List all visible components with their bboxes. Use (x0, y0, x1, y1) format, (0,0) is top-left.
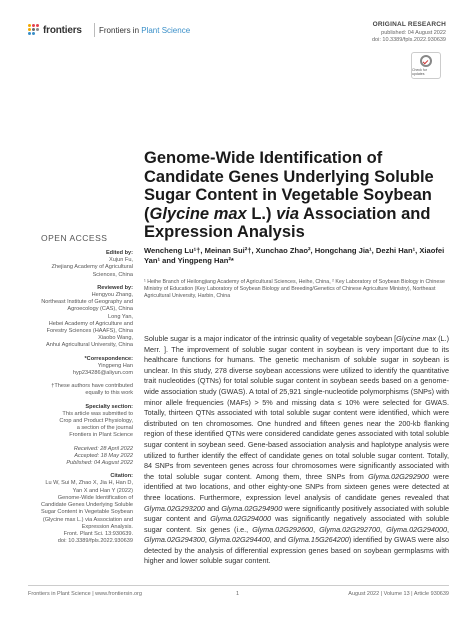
title-species: Glycine max (149, 204, 247, 223)
received-date: Received: 28 April 2022 (73, 445, 133, 452)
sidebar-line: Crop and Product Physiology, (59, 418, 133, 425)
sidebar-line: Hebei Academy of Agriculture and (48, 320, 133, 327)
abstract: Soluble sugar is a major indicator of the intrinsic quality of vegetable soybean [Glycine max (L.) Merr. ]. The improvement of soluble sugar content in soybean is very important due to its healthcare functions for humans. The genetic mechanism of soluble sugar in soybean is unclear. In this study, 278 diverse soybean accessions were utilized to identify the quantitative trait nucleotides (QTNs) for total soluble sugar content in soybean seeds based on a genome-wide association study (GWAS). A total of 25,921 single-nucleotide polymorphisms (SNPs) with minor allele frequencies (MAFs) > 5% and missing data ≤ 10% were selected for GWAS. Totally, thirteen QTNs associated with total soluble sugar content were identified, which were distributed on ten chromosomes. One hundred and fifteen genes near the 200-kb flanking region of these identified QTNs were considered candidate genes associated with total soluble sugar content in soybean seed. Gene-based association analysis and haplotype analysis were utilized to further identify the effect of candidate genes on total soluble sugar content. Totally, 84 SNPs from seventeen genes across four chromosomes were significantly associated with the total soluble sugar content. Among them, three SNPs from Glyma.02G292900 were identified at two locations, and other eighty-one SNPs from sixteen genes were detected at three locations. Furthermore, expression level analysis of candidate genes revealed that Glyma.02G293200 and Glyma.02G294900 were significantly positively associated with soluble sugar content and Glyma.02G294000 was significantly negatively associated with soluble sugar content. Six genes (i.e., Glyma.02G292600, Glyma.02G292700, Glyma.02G294000, Glyma.02G294300, Glyma.02G294400, and Glyma.15G264200) identified by GWAS were also detected by the analysis of differential expression genes based on soybean germplasms with higher and lower soluble sugar content. (144, 334, 450, 566)
edited-by-list (28, 257, 133, 279)
sidebar-line: doi: 10.3389/fpls.2022.930639 (57, 538, 133, 545)
sidebar-line: Frontiers in Plant Science (69, 432, 133, 439)
check-updates-icon (420, 55, 432, 67)
sidebar-line: †These authors have contributed (51, 383, 133, 390)
title-part2: L.) (246, 204, 277, 223)
frontiers-logo[interactable] (28, 24, 82, 36)
sidebar-line: Front. Plant Sci. 13:930639. (63, 530, 133, 537)
published-date-sidebar: Published: 04 August 2022 (66, 460, 133, 467)
sidebar-line: hyp234286@aliyun.com (72, 370, 133, 377)
page-number: 1 (236, 591, 240, 597)
sidebar-line: Sciences, China (92, 271, 133, 278)
title-via: via (276, 204, 299, 223)
article-info-sidebar (28, 250, 133, 545)
footer-journal-link[interactable]: Frontiers in Plant Science | www.frontiersin.org (28, 591, 142, 597)
sidebar-line: Xujun Fu, (109, 257, 133, 264)
sidebar-line: Yan X and Han Y (2022) (72, 487, 133, 494)
sidebar-line: Zhejiang Academy of Agricultural (51, 264, 133, 271)
journal-name[interactable] (99, 26, 190, 35)
journal-section: Plant Science (141, 26, 191, 35)
sidebar-line: equally to this work (85, 390, 133, 397)
footer-volume-info: August 2022 | Volume 13 | Article 930639 (348, 591, 449, 597)
sidebar-line: Candidate Genes Underlying Soluble (40, 502, 133, 509)
sidebar-line: Lu W, Sui M, Zhao X, Jia H, Han D, (45, 480, 133, 487)
specialty-label: Specialty section: (85, 403, 133, 410)
sidebar-line: Agroecology (CAS), China (67, 306, 133, 313)
sidebar-line: a section of the journal (76, 425, 133, 432)
check-updates-badge[interactable] (411, 52, 441, 79)
affiliations: ¹ Heihe Branch of Heilongjiang Academy of Agricultural Sciences, Heihe, China, ² Key Laboratory of Soybean Biology in Chinese Ministry of Education (Key Laboratory of Soybean Biology and Breeding/Genetics of Chinese Agriculture Ministry), Northeast Agricultural University, Harbin, China (144, 279, 445, 299)
specialty-list (28, 411, 133, 440)
reviewed-by-list (28, 292, 133, 350)
article-meta (372, 30, 446, 44)
header-divider (94, 23, 95, 37)
sidebar-line: Forestry Sciences (HAAFS), China (46, 328, 133, 335)
doi-link[interactable]: doi: 10.3389/fpls.2022.930639 (371, 37, 446, 43)
sidebar-line: Yingpeng Han (97, 362, 133, 369)
published-date: published: 04 August 2022 (381, 30, 446, 36)
sidebar-line: This article was submitted to (62, 410, 133, 417)
article-type: ORIGINAL RESEARCH (372, 21, 446, 28)
title-part3: Association and Expression Analysis (144, 204, 431, 241)
sidebar-line: Xiaobo Wang, (98, 335, 133, 342)
logo-text: frontiers (43, 24, 82, 36)
footer-divider (28, 585, 449, 586)
sidebar-line: Anhui Agricultural University, China (46, 342, 133, 349)
article-header (0, 0, 474, 76)
sidebar-line: Northeast Institute of Geography and (41, 299, 133, 306)
title-part1: Genome-Wide Identification of Candidate Genes Underlying Soluble Sugar Content in Vegetable Soybean ( (144, 149, 434, 223)
sidebar-line: Expression Analysis. (81, 523, 133, 530)
frontiers-logo-icon (28, 24, 40, 36)
reviewed-by-label: Reviewed by: (97, 284, 133, 291)
open-access-label: OPEN ACCESS (41, 233, 108, 243)
correspondence-list[interactable] (28, 363, 133, 377)
sidebar-line: (Glycine max L.) via Association and (42, 516, 133, 523)
accepted-date: Accepted: 18 May 2022 (74, 452, 133, 459)
sidebar-line: Long Yan, (108, 313, 133, 320)
sidebar-line: Hengyou Zhang, (91, 292, 133, 299)
check-updates-label: Check for updates (412, 68, 427, 76)
citation-list (28, 480, 133, 545)
equal-contribution-note (28, 383, 133, 397)
citation-label: Citation: (110, 473, 133, 480)
author-list: Wencheng Lu¹†, Meinan Sui²†, Xunchao Zhao², Hongchang Jia¹, Dezhi Han¹, Xiaofei Yan¹ and Yingpeng Han²* (144, 246, 445, 265)
sidebar-line: Sugar Content in Vegetable Soybean (40, 509, 133, 516)
sidebar-line: Genome-Wide Identification of (57, 494, 133, 501)
article-title (144, 149, 449, 242)
correspondence-label: *Correspondence: (84, 355, 133, 362)
edited-by-label: Edited by: (105, 250, 133, 256)
journal-prefix: Frontiers in (99, 26, 142, 35)
